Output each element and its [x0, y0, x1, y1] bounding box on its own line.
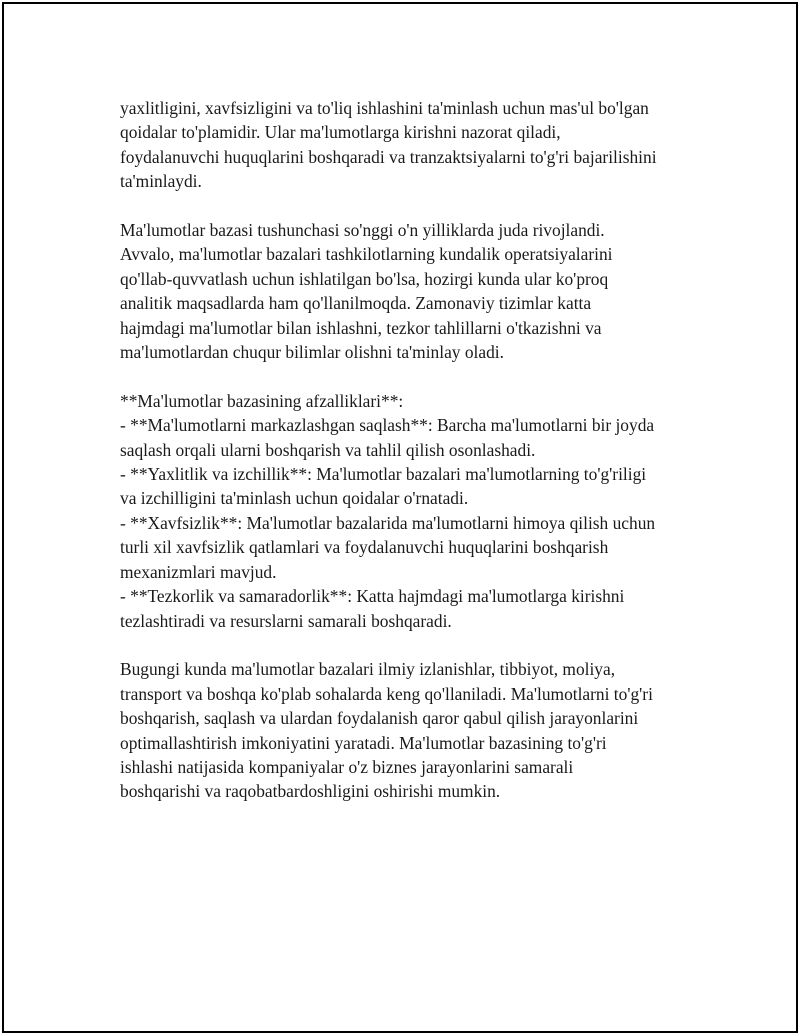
paragraph-advantages-list: **Ma'lumotlar bazasining afzalliklari**: - **Ma'lumotlarni markazlashgan saqlash**: Barcha ma'lumotlarni bir joyda saqlash orqali ularni boshqarish va tahlil qilish osonlashadi. - **Yaxlitlik va izchillik**: Ma'lumotlar bazalari ma'lumotlarning to'g'riligi va izchilligini ta'minlash uchun qoidalar o'rnatadi. - **Xavfsizlik**: Ma'lumotlar bazalarida ma'lumotlarni himoya qilish uchun turli xil xavfsizlik qatlamlari va foydalanuvchi huquqlarini boshqarish mexanizmlari mavjud. - **Tezkorlik va samaradorlik**: Katta hajmdagi ma'lumotlarga kirishni tezlashtiradi va resurslarni samarali boshqaradi.: [120, 390, 656, 631]
paragraph-applications: Bugungi kunda ma'lumotlar bazalari ilmiy izlanishlar, tibbiyot, moliya, transport va boshqa ko'plab sohalarda keng qo'llaniladi. Ma'lumotlarni to'g'ri boshqarish, saqlash va ulardan foydalanish qaror qabul qilish jarayonlarini optimallashtirish imkoniyatini yaratadi. Ma'lumotlar bazasining to'g'ri ishlashi natijasida kompaniyalar o'z biznes jarayonlarini samarali boshqarishi va raqobatbardoshligini oshirishi mumkin.: [120, 659, 653, 802]
paragraph-definition-continued: yaxlitligini, xavfsizligini va to'liq ishlashini ta'minlash uchun mas'ul bo'lgan qoidalar to'plamidir. Ular ma'lumotlarga kirishni nazorat qiladi, foydalanuvchi huquqlarini boshqaradi va tranzaktsiyalarni to'g'ri bajarilishini ta'minlaydi.: [120, 98, 657, 192]
document-page: [2, 2, 798, 1033]
paragraph-evolution: Ma'lumotlar bazasi tushunchasi so'nggi o'n yilliklarda juda rivojlandi. Avvalo, ma'lumotlar bazalari tashkilotlarning kundalik operatsiyalarini qo'llab-quvvatlash uchun ishlatilgan bo'lsa, hozirgi kunda ular ko'proq analitik maqsadlarda ham qo'llanilmoqda. Zamonaviy tizimlar katta hajmdagi ma'lumotlar bilan ishlashni, tezkor tahlillarni o'tkazishni va ma'lumotlardan chuqur bilimlar olishni ta'minlay oladi.: [120, 220, 613, 363]
document-body: [120, 96, 700, 828]
